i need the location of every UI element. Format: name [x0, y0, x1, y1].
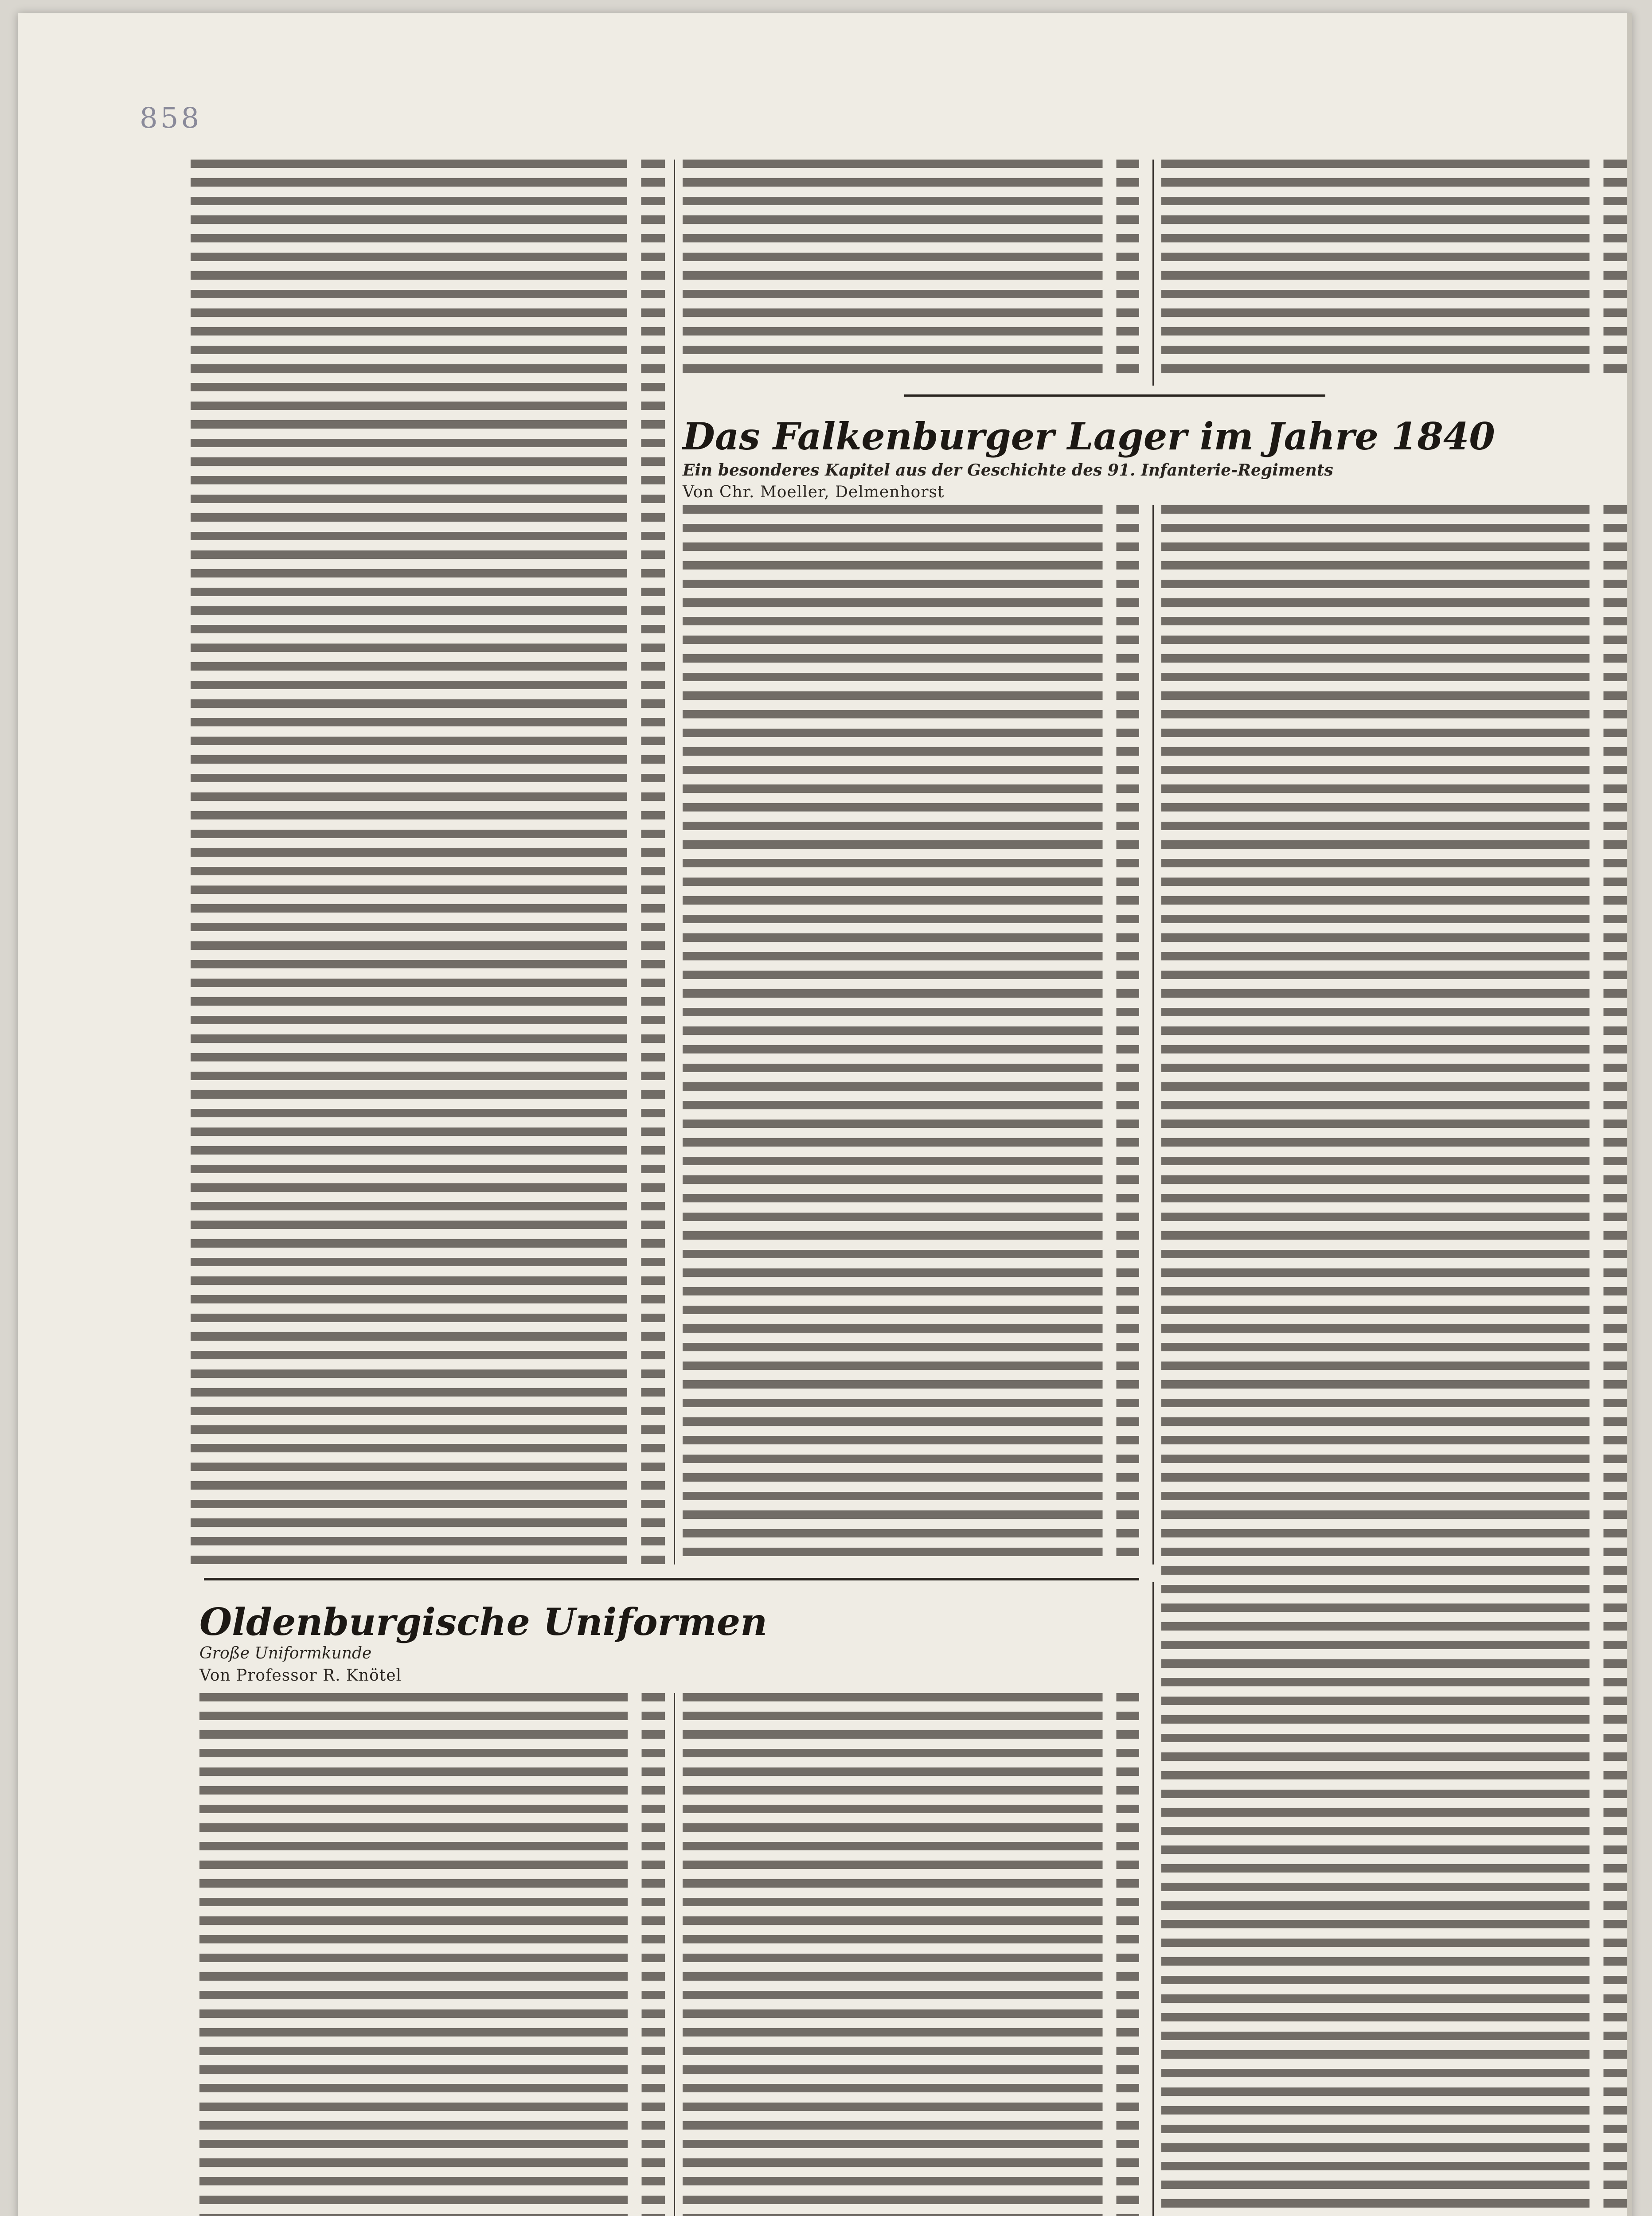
column-rule: [674, 160, 675, 1564]
text-column-uniformen-left: [199, 1693, 665, 2216]
text-column-upper-left: [191, 160, 665, 1564]
article-byline-lager: Von Chr. Moeller, Delmenhorst: [683, 483, 945, 501]
text-column-lager-left: [683, 505, 1139, 1564]
text-column-upper-center: [683, 160, 1139, 381]
page-number: 858: [140, 102, 202, 135]
text-column-lager-right: [1161, 505, 1627, 2216]
article-subtitle-lager: Ein besonderes Kapitel aus der Geschichte des 91. Infanterie-Regiments: [683, 461, 1333, 480]
article-title-lager: Das Falkenburger Lager im Jahre 1840: [683, 414, 1495, 458]
article-subtitle-uniformen: Große Uniformkunde: [199, 1644, 372, 1662]
article-rule-uniformen: [204, 1578, 1139, 1580]
text-column-uniformen-right: [683, 1693, 1139, 2216]
column-rule: [1152, 160, 1154, 386]
column-rule: [1152, 1582, 1154, 2216]
newspaper-page: [18, 13, 1632, 2216]
column-rule: [674, 1693, 675, 2216]
article-byline-uniformen: Von Professor R. Knötel: [199, 1666, 402, 1685]
text-column-upper-right: [1161, 160, 1627, 381]
column-rule: [1152, 505, 1154, 1564]
article-title-uniformen: Oldenburgische Uniformen: [199, 1600, 768, 1644]
article-rule-lager: [904, 394, 1325, 397]
